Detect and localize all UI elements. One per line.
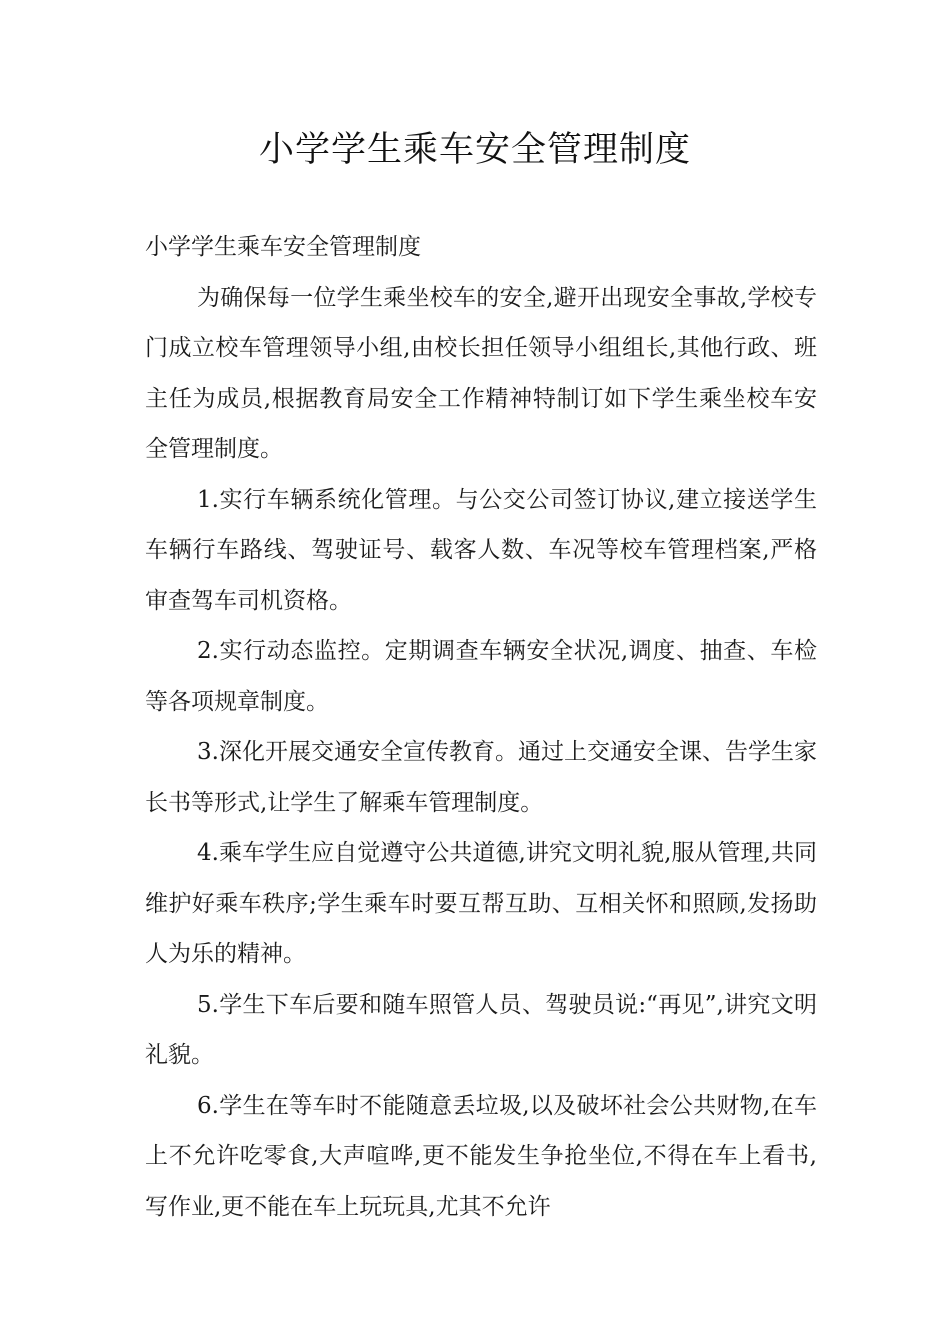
rule-paragraph-5: 5.学生下车后要和随车照管人员、驾驶员说:“再见”,讲究文明礼貌。 bbox=[145, 991, 817, 1068]
subtitle-paragraph: 小学学生乘车安全管理制度 bbox=[145, 234, 421, 260]
intro-paragraph: 为确保每一位学生乘坐校车的安全,避开出现安全事故,学校专门成立校车管理领导小组,由校长担任领导小组组长,其他行政、班主任为成员,根据教育局安全工作精神特制订如下学生乘坐校车安全管理制度。 bbox=[145, 284, 817, 462]
rule-paragraph-1: 1.实行车辆系统化管理。与公交公司签订协议,建立接送学生车辆行车路线、驾驶证号、载客人数、车况等校车管理档案,严格审查驾车司机资格。 bbox=[145, 486, 817, 614]
rule-paragraph-6: 6.学生在等车时不能随意丢垃圾,以及破坏社会公共财物,在车上不允许吃零食,大声喧哗,更不能发生争抢坐位,不得在车上看书,写作业,更不能在车上玩玩具,尤其不允许 bbox=[145, 1092, 817, 1220]
document-body bbox=[145, 222, 817, 1232]
rule-paragraph-4: 4.乘车学生应自觉遵守公共道德,讲究文明礼貌,服从管理,共同维护好乘车秩序;学生乘车时要互帮互助、互相关怀和照顾,发扬助人为乐的精神。 bbox=[145, 840, 817, 967]
document-title: 小学学生乘车安全管理制度 bbox=[258, 130, 691, 170]
rule-paragraph-3: 3.深化开展交通安全宣传教育。通过上交通安全课、告学生家长书等形式,让学生了解乘车管理制度。 bbox=[145, 739, 817, 816]
rule-paragraph-2: 2.实行动态监控。定期调查车辆安全状况,调度、抽查、车检等各项规章制度。 bbox=[145, 638, 817, 715]
